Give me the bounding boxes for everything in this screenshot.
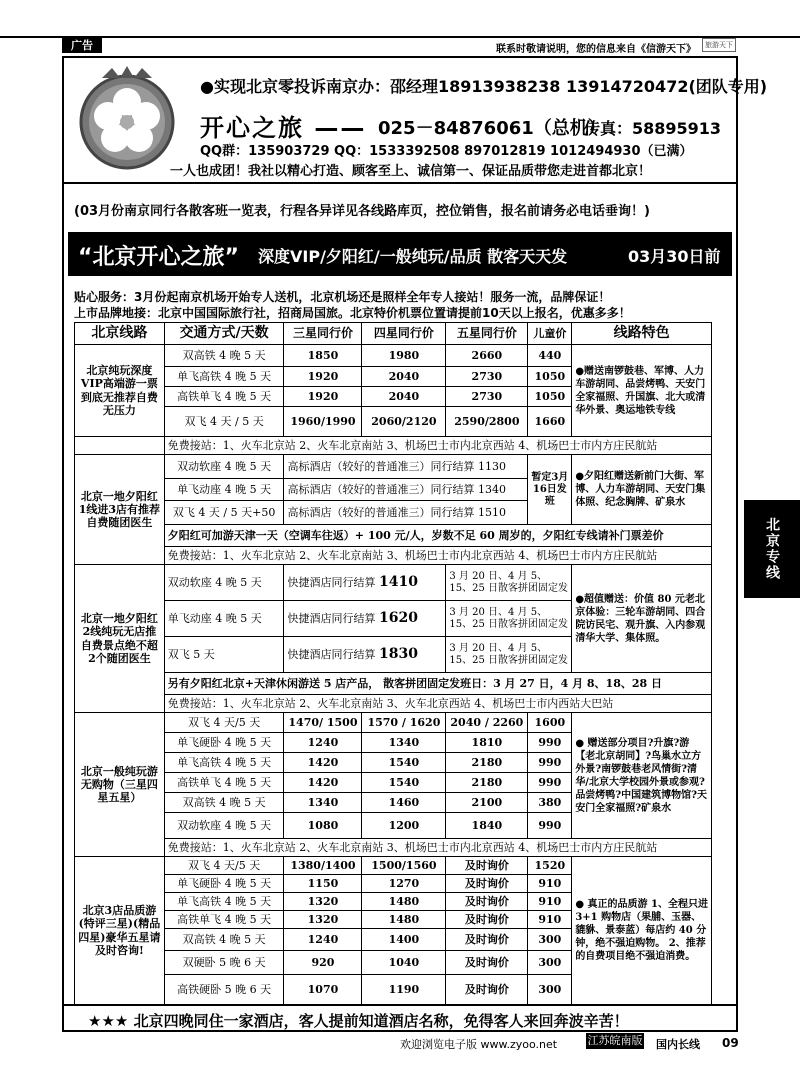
price-4star: 1540	[362, 773, 446, 793]
route-name: 北京纯玩深度VIP高端游一票到底无推荐自费无压力	[75, 345, 165, 437]
brand-name: 开心之旅 ——	[200, 114, 367, 142]
service-line-2: 上市品牌地接：北京中国国际旅行社，招商局国旅。北京特价机票位置请提前10天以上报名，优惠多多！	[74, 306, 631, 320]
price-4star: 1570 / 1620	[362, 713, 446, 733]
table-row	[75, 695, 712, 713]
top-note: 联系时敬请说明，您的信息来自《信游天下》	[496, 44, 696, 55]
price-5star: 2730	[446, 387, 528, 407]
hotel-price: 快捷酒店同行结算 1410	[284, 565, 446, 601]
price-4star: 1480	[362, 893, 446, 911]
notice: (03月份南京同行各散客班一览表，行程各异详见各线路库页，控位销售，报名前请务必电话垂询！)	[74, 204, 650, 219]
route-feature: ●夕阳红赠送新前门大街、军博、人力车游胡同、天安门集体照、纪念胸牌、矿泉水	[572, 455, 712, 525]
transport: 双动软座 4 晚 5 天	[164, 455, 284, 479]
price-4star: 1480	[362, 911, 446, 929]
title-banner	[68, 232, 732, 276]
route-feature: ●赠送南锣鼓巷、军博、人力车游胡同、品尝烤鸭、天安门全家福照、升国旗、北大或清华外景、奥运地铁专线	[572, 345, 712, 437]
table-row	[75, 713, 712, 733]
banner-sub: 深度VIP/夕阳红/一般纯玩/品质 散客天天发	[258, 247, 568, 266]
price-3star: 1080	[284, 813, 362, 839]
route-name: 北京一般纯玩游无购物（三星四星五星）	[75, 713, 165, 857]
side-tab: 北京专线	[744, 500, 800, 598]
pickup-info: 免费接站：1、火车北京站 2、火车北京南站 3、火车北京西站 4、机场巴士市内西站大巴站	[164, 695, 711, 713]
price-child: 300	[528, 929, 572, 951]
price-5star: 1840	[446, 813, 528, 839]
route-name: 北京3店品质游(特评三星)(精品四星)豪华五星请及时咨询!	[75, 857, 165, 1005]
price-3star: 1920	[284, 367, 362, 387]
price-child: 910	[528, 911, 572, 929]
price-child: 990	[528, 733, 572, 753]
transport: 双飞 4 天 / 5 天	[164, 407, 284, 437]
transport: 单飞硬卧 4 晚 5 天	[164, 733, 284, 753]
header-3star: 三星同行价	[284, 323, 362, 345]
header-feature: 线路特色	[572, 323, 712, 345]
price-3star: 1240	[284, 929, 362, 951]
price-4star: 1270	[362, 875, 446, 893]
transport: 双飞 5 天	[164, 637, 284, 673]
price-child: 910	[528, 893, 572, 911]
price-4star: 1460	[362, 793, 446, 813]
departure-note: 暂定3月16日发班	[528, 455, 572, 525]
header-child: 儿童价	[528, 323, 572, 345]
price-child: 990	[528, 773, 572, 793]
price-5star: 1810	[446, 733, 528, 753]
price-3star: 1340	[284, 793, 362, 813]
price-3star: 1150	[284, 875, 362, 893]
price-child: 1050	[528, 367, 572, 387]
price-3star: 1320	[284, 911, 362, 929]
transport: 单飞动座 4 晚 5 天	[164, 601, 284, 637]
transport: 单飞高铁 4 晚 5 天	[164, 893, 284, 911]
slogan: 一人也成团！我社以精心打造、顾客至上、诚信第一、保证品质带您走进首都北京！	[170, 164, 652, 179]
route-feature: ● 真正的品质游 1、全程只进 3+1 购物店（果脯、玉器、貔貅、景泰蓝）每店约 40 分钟，绝不强迫购物。 2、推荐的自费项目绝不强迫消费。	[572, 857, 712, 1005]
transport: 双飞 4 天/5 天	[164, 713, 284, 733]
transport: 高铁硬卧 5 晚 6 天	[164, 975, 284, 1005]
table-row	[75, 565, 712, 601]
header-5star: 五星同行价	[446, 323, 528, 345]
transport: 双动软座 4 晚 5 天	[164, 813, 284, 839]
price-5star: 及时询价	[446, 857, 528, 875]
phone-number: 025－84876061（总机）	[378, 118, 606, 139]
price-5star: 2040 / 2260	[446, 713, 528, 733]
pickup-info: 免费接站：1、火车北京站 2、火车北京南站 3、机场巴士市内北京西站 4、机场巴士市内方庄民航站	[164, 437, 711, 455]
price-child: 1600	[528, 713, 572, 733]
price-4star: 1540	[362, 753, 446, 773]
price-4star: 2040	[362, 387, 446, 407]
hotel-price: 快捷酒店同行结算 1620	[284, 601, 446, 637]
header-route: 北京线路	[75, 323, 165, 345]
route-feature: ●超值赠送：价值 80 元老北京体验：三轮车游胡同、四合院访民宅、观升旗、入内参观清华大学、集体照。	[572, 565, 712, 673]
departure-dates: 3 月 20 日、4 月 5、15、25 日散客拼团固定发	[446, 637, 572, 673]
website-line: 欢迎浏览电子版 www.zyoo.net	[400, 1038, 558, 1051]
price-4star: 2060/2120	[362, 407, 446, 437]
price-4star: 1190	[362, 975, 446, 1005]
fax-number: 传真：58895913	[584, 119, 722, 138]
transport: 双飞 4 天 / 5 天+50	[164, 501, 284, 525]
price-3star: 1420	[284, 753, 362, 773]
extra-info: 另有夕阳红北京+天津休闲游送 5 店产品， 散客拼团固定发班日：3 月 27 日，4 月 8、18、28 日	[164, 673, 711, 695]
transport: 单飞高铁 4 晚 5 天	[164, 367, 284, 387]
price-child: 990	[528, 813, 572, 839]
price-table	[74, 322, 712, 1005]
hotel-price: 高标酒店（较好的普通准三）同行结算 1510	[284, 501, 528, 525]
route-name: 北京一地夕阳红2线纯玩无店推自费景点绝不超2个随团医生	[75, 565, 165, 713]
price-3star: 1320	[284, 893, 362, 911]
price-child: 990	[528, 753, 572, 773]
price-3star: 1420	[284, 773, 362, 793]
table-row	[75, 437, 712, 455]
page-number: 09	[722, 1036, 739, 1050]
price-child: 300	[528, 975, 572, 1005]
price-5star: 及时询价	[446, 911, 528, 929]
price-4star: 1500/1560	[362, 857, 446, 875]
table-row	[75, 345, 712, 367]
transport: 单飞高铁 4 晚 5 天	[164, 753, 284, 773]
price-child: 300	[528, 951, 572, 975]
price-child: 910	[528, 875, 572, 893]
departure-dates: 3 月 20 日、4 月 5、15、25 日散客拼团固定发	[446, 601, 572, 637]
price-5star: 及时询价	[446, 875, 528, 893]
transport: 单飞硬卧 4 晚 5 天	[164, 875, 284, 893]
divider	[62, 182, 738, 184]
table-row	[75, 857, 712, 875]
price-3star: 1920	[284, 387, 362, 407]
banner-date: 03月30日前	[628, 247, 721, 266]
price-5star: 2730	[446, 367, 528, 387]
header-transport: 交通方式/天数	[164, 323, 284, 345]
price-child: 1050	[528, 387, 572, 407]
price-4star: 2040	[362, 367, 446, 387]
hotel-price: 高标酒店（较好的普通准三）同行结算 1340	[284, 479, 528, 501]
price-child: 1520	[528, 857, 572, 875]
publication-logo: 旅游天下	[702, 38, 736, 52]
transport: 双高铁 4 晚 5 天	[164, 929, 284, 951]
price-5star: 及时询价	[446, 893, 528, 911]
edition-badge: 江苏皖南版	[587, 1034, 643, 1047]
price-child: 1660	[528, 407, 572, 437]
transport: 双硬卧 5 晚 6 天	[164, 951, 284, 975]
price-5star: 及时询价	[446, 929, 528, 951]
price-4star: 1340	[362, 733, 446, 753]
transport: 高铁单飞 4 晚 5 天	[164, 911, 284, 929]
transport: 双飞 4 天/5 天	[164, 857, 284, 875]
price-3star: 1850	[284, 345, 362, 367]
pickup-info: 免费接站：1、火车北京站 2、火车北京南站 3、机场巴士市内北京西站 4、机场巴士市内方庄民航站	[164, 839, 711, 857]
table-row	[75, 525, 712, 547]
table-header	[75, 323, 712, 345]
transport: 双高铁 4 晚 5 天	[164, 793, 284, 813]
service-line-1: 贴心服务：3月份起南京机场开始专人送机，北京机场还是照样全年专人接站！服务一流，品牌保证！	[74, 290, 611, 304]
price-child: 380	[528, 793, 572, 813]
price-5star: 及时询价	[446, 975, 528, 1005]
hotel-price: 快捷酒店同行结算 1830	[284, 637, 446, 673]
transport: 双动软座 4 晚 5 天	[164, 565, 284, 601]
price-4star: 1400	[362, 929, 446, 951]
table-row	[75, 673, 712, 695]
hotel-price: 高标酒店（较好的普通准三）同行结算 1130	[284, 455, 528, 479]
price-3star: 1380/1400	[284, 857, 362, 875]
price-5star: 及时询价	[446, 951, 528, 975]
price-3star: 1240	[284, 733, 362, 753]
table-row	[75, 455, 712, 479]
banner-main: “北京开心之旅”	[78, 245, 239, 270]
price-5star: 2590/2800	[446, 407, 528, 437]
footer-tip-bar	[62, 1004, 738, 1032]
price-4star: 1200	[362, 813, 446, 839]
pickup-info: 免费接站：1、火车北京站 2、火车北京南站 3、机场巴士市内北京西站 4、机场巴士市内方庄民航站	[164, 547, 711, 565]
section-label: 国内长线	[656, 1038, 700, 1051]
qq-line: QQ群：135903729 QQ：1533392508 897012819 1012494930（已满）	[200, 144, 693, 159]
transport: 高铁单飞 4 晚 5 天	[164, 773, 284, 793]
transport: 高铁单飞 4 晚 5 天	[164, 387, 284, 407]
departure-dates: 3 月 20 日、4 月 5、15、25 日散客拼团固定发	[446, 565, 572, 601]
footer-tip: ★★★ 北京四晚同住一家酒店，客人提前知道酒店名称，免得客人来回奔波辛苦！	[88, 1012, 629, 1030]
price-5star: 2180	[446, 773, 528, 793]
header-4star: 四星同行价	[362, 323, 446, 345]
extra-info: 夕阳红可加游天津一天（空调车往返）+ 100 元/人，岁数不足 60 周岁的，夕阳红专线请补门票差价	[164, 525, 711, 547]
price-3star: 1070	[284, 975, 362, 1005]
price-5star: 2100	[446, 793, 528, 813]
price-5star: 2660	[446, 345, 528, 367]
table-row	[75, 839, 712, 857]
transport: 双高铁 4 晚 5 天	[164, 345, 284, 367]
ad-tag: 广告	[62, 38, 102, 53]
contact-line: ●实现北京零投诉南京办：邵经理18913938238 13914720472(团队专用)	[200, 77, 768, 96]
price-4star: 1980	[362, 345, 446, 367]
flower-logo-icon	[72, 64, 182, 174]
route-feature: ● 赠送部分项目?升旗?游【老北京胡同】?鸟巢水立方外景?南锣鼓巷老风情街?清华/北京大学校园外景或参观?品尝烤鸭?中国建筑博物馆?天安门全家福照?矿泉水	[572, 713, 712, 839]
table-row	[75, 547, 712, 565]
price-3star: 920	[284, 951, 362, 975]
transport: 单飞动座 4 晚 5 天	[164, 479, 284, 501]
price-child: 440	[528, 345, 572, 367]
price-4star: 1040	[362, 951, 446, 975]
price-5star: 2180	[446, 753, 528, 773]
route-name: 北京一地夕阳红1线进3店有推荐自费随团医生	[75, 455, 165, 565]
price-3star: 1960/1990	[284, 407, 362, 437]
price-3star: 1470/ 1500	[284, 713, 362, 733]
